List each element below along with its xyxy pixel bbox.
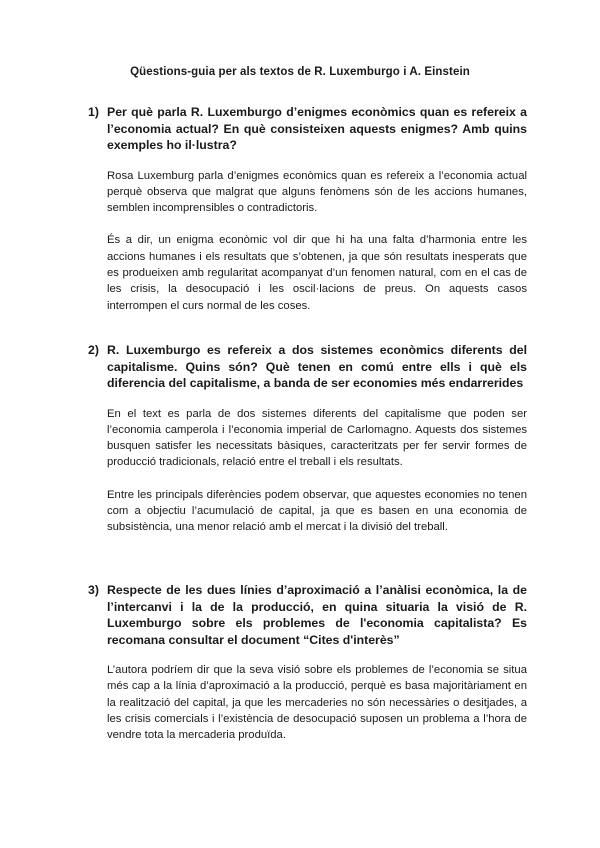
- question-text: R. Luxemburgo es refereix a dos sistemes econòmics diferents del capitalisme. Quins són? Què tenen en comú entre ells i què els diferencia del capitalisme, a banda de ser economies més endarrerides: [107, 343, 527, 390]
- answer-block: [90, 406, 527, 536]
- question-text: Respecte de les dues línies d’aproximació a l’anàlisi econòmica, la de l’intercanvi i la de la producció, en quina situaria la visió de R. Luxemburgo sobre els problemes de l'economia capitalista? Es recomana consultar el document “Cites d'interès”: [107, 583, 527, 647]
- answer-block: [90, 168, 527, 314]
- document-title: Qüestions-guia per als textos de R. Luxemburgo i A. Einstein: [130, 66, 470, 78]
- answer-block: [90, 662, 527, 743]
- answer-paragraph: En el text es parla de dos sistemes diferents del capitalisme que poden ser l’economia camperola i l’economia imperial de Carlomagno. Aquests dos sistemes busquen satisfer les necessitats bàsiques, caracteritzats per fer servir formes de producció tradicionals, relació entre el treball i els resultats.: [107, 407, 527, 469]
- question-number: 1): [88, 105, 99, 119]
- answer-paragraph: Entre les principals diferències podem observar, que aquestes economies no tenen com a objectiu l’acumulació de capital, ja que es basen en una economia de subsistència, una menor relació amb el mercat i la divisió del treball.: [107, 488, 527, 534]
- answer-paragraph: Rosa Luxemburg parla d’enigmes econòmics quan es refereix a l’economia actual perquè observa que malgrat que alguns fenòmens són de les accions humanes, semblen incomprensibles o contradictoris.: [107, 169, 527, 215]
- answer-paragraph: És a dir, un enigma econòmic vol dir que hi ha una falta d’harmonia entre les accions humanes i els resultats que s’obtenen, ja que són resultats inesperats que es produeixen amb regularitat acompanyat d’un fenomen natural, com en el cas de les crisis, la desocupació i les oscil·lacions de preus. On aquests casos interrompen el curs normal de les coses.: [107, 234, 527, 312]
- question-2: [90, 342, 527, 536]
- question-1: [90, 104, 527, 314]
- question-3: [90, 582, 527, 743]
- answer-paragraph: L’autora podríem dir que la seva visió sobre els problemes de l’economia se situa més cap a la línia d’aproximació a la producció, perquè es basa majoritàriament en la realització del capital, ja que les mercaderies no són necessàries o desitjades, a les crisis comercials i l’existència de desocupació suposen un problema a l’hora de vendre tota la mercaderia produïda.: [107, 664, 527, 742]
- question-text: Per què parla R. Luxemburgo d’enigmes econòmics quan es refereix a l’economia actual? En què consisteixen aquests enigmes? Amb quins exemples ho il·lustra?: [107, 105, 527, 152]
- question-number: 3): [88, 583, 99, 597]
- question-number: 2): [88, 343, 99, 357]
